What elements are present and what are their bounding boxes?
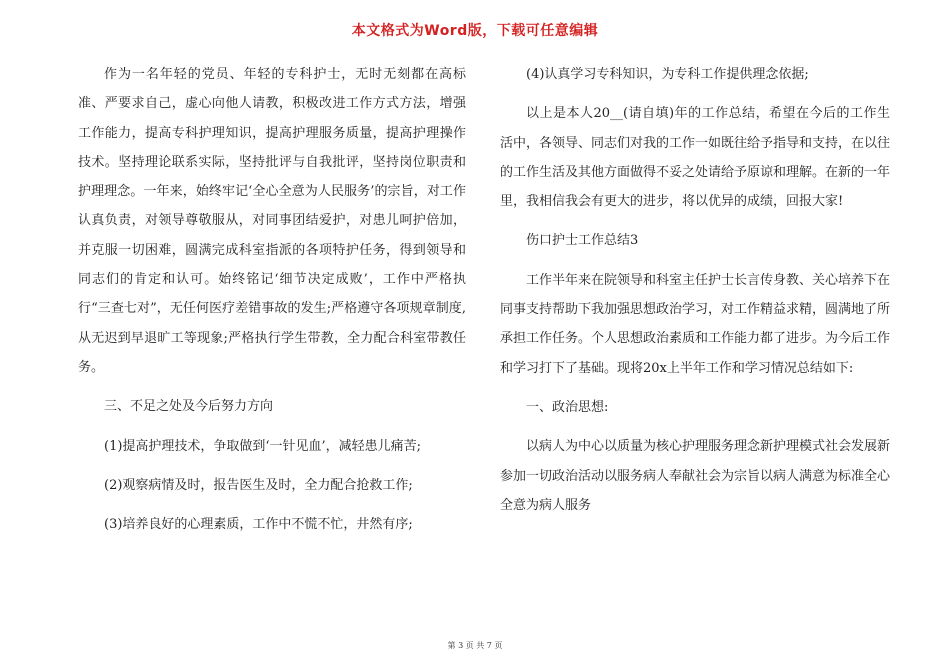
paragraph-closing: 以上是本人20__(请自填)年的工作总结，希望在今后的工作生活中，各领导、同志们对我的工作一如既往给予指导和支持，在以往的工作生活及其他方面做得不妥之处请给予原谅和理解。在新的一年里，我相信我会有更大的进步，将以优异的成绩，回报大家! <box>500 106 891 210</box>
list-item-2: (2)观察病情及时，报告医生及时，全力配合抢救工作; <box>104 477 413 493</box>
list-item-1: (1)提高护理技术，争取做到‘一针见血’，减轻患儿痛苦; <box>104 438 422 454</box>
list-item-3: (3)培养良好的心理素质，工作中不慌不忙，井然有序; <box>104 517 413 533</box>
document-banner: 本文格式为Word版，下载可任意编辑 <box>351 23 599 39</box>
section-heading-shortcomings: 三、不足之处及今后努力方向 <box>104 399 274 415</box>
section-title-summary-3: 伤口护士工作总结3 <box>526 233 639 249</box>
page-indicator: 第 3 页 共 7 页 <box>447 641 503 650</box>
section-heading-political: 一、政治思想: <box>526 399 609 415</box>
paragraph-political-thought: 以病人为中心以质量为核心护理服务理念新护理模式社会发展新参加一切政治活动以服务病人奉献社会为宗旨以病人满意为标准全心全意为病人服务 <box>500 439 891 513</box>
left-column <box>78 60 466 539</box>
list-item-4: (4)认真学习专科知识，为专科工作提供理念依据; <box>526 67 809 82</box>
right-column <box>500 60 890 520</box>
paragraph-work-summary: 作为一名年轻的党员、年轻的专科护士，无时无刻都在高标准、严要求自己，虚心向他人请教，积极改进工作方式方法，增强工作能力，提高专科护理知识，提高护理服务质量，提高护理操作技术。坚持理论联系实际，坚持批评与自我批评，坚持岗位职责和护理理念。一年来，始终牢记‘全心全意为人民服务’的宗旨，对工作认真负责，对领导尊敬服从，对同事团结爱护，对患儿呵护倍加，并克服一切困难，圆满完成科室指派的各项特护任务，得到领导和同志们的肯定和认可。始终铭记‘细节决定成败’，工作中严格执行“三查七对”，无任何医疗差错事故的发生;严格遵守各项规章制度,从无迟到早退旷工等现象;严格执行学生带教，全力配合科室带教任务。 <box>78 67 466 375</box>
paragraph-half-year-summary: 工作半年来在院领导和科室主任护士长言传身教、关心培养下在同事支持帮助下我加强思想政治学习，对工作精益求精，圆满地了所承担工作任务。个人思想政治素质和工作能力都了进步。为今后工作和学习打下了基础。现将20x上半年工作和学习情况总结如下: <box>500 272 891 376</box>
